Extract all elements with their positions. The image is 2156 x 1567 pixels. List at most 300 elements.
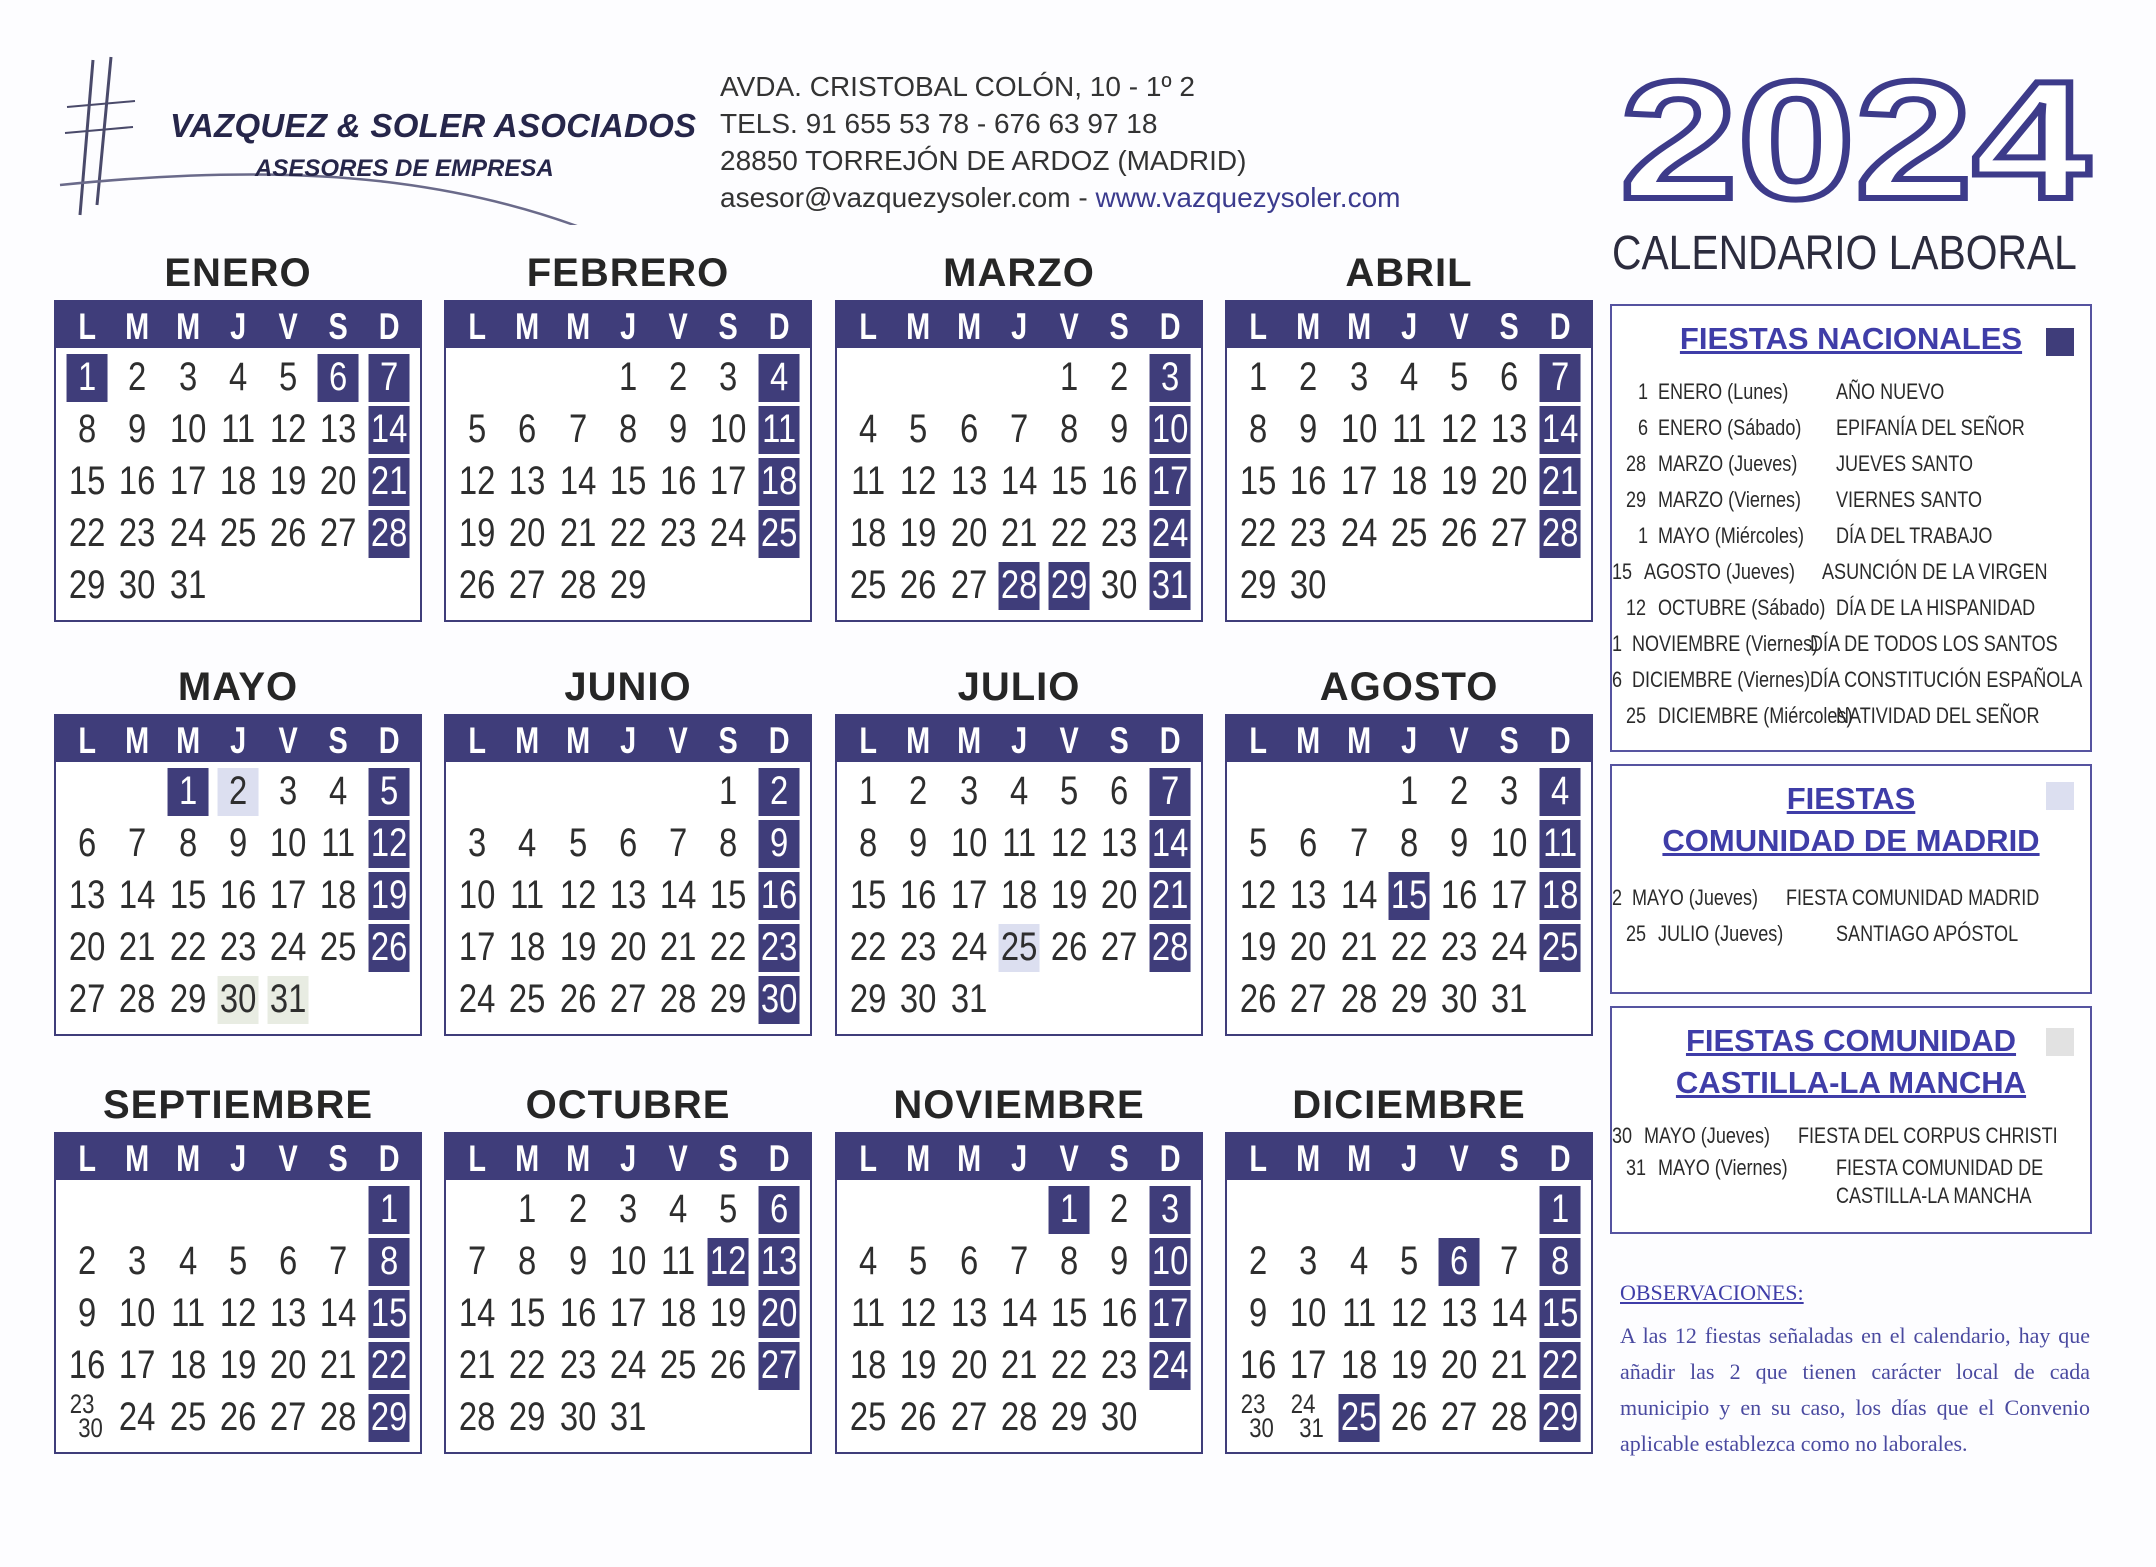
day-cell: 30 (1290, 563, 1327, 607)
empty-day (268, 1184, 309, 1236)
month-junio (444, 660, 812, 1036)
holiday-day: 8 (368, 1238, 409, 1286)
day-cell: 29 (68, 563, 106, 607)
weekday-label: L (78, 306, 96, 347)
day-cell: 2 (568, 1187, 587, 1231)
day-cell: 7 (1009, 407, 1029, 451)
holiday-day: 12 (708, 1238, 749, 1286)
day-cell: 26 (219, 1395, 257, 1439)
day-cell: 4 (859, 1239, 878, 1283)
holiday-day: 30 (217, 976, 258, 1024)
day-cell: 4 (859, 407, 878, 451)
national-holiday-list (1612, 374, 2090, 734)
holiday-day: 31 (268, 976, 309, 1024)
website-link[interactable]: www.vazquezysoler.com (1095, 182, 1401, 213)
day-cell: 24 (270, 925, 307, 969)
day-cell: 13 (1441, 1291, 1478, 1335)
weekday-label: M (1296, 1138, 1321, 1179)
day-cell: 2 (1299, 355, 1318, 399)
day-cell: 25 (660, 1343, 697, 1387)
brand-subtitle: ASESORES DE EMPRESA (255, 155, 554, 182)
day-cell: 20 (609, 925, 647, 969)
weekday-label: M (515, 720, 540, 761)
days-grid (56, 1180, 420, 1452)
day-cell: 18 (1390, 459, 1428, 503)
day-cell: 16 (559, 1291, 596, 1335)
day-cell: 5 (228, 1239, 248, 1283)
empty-day (117, 766, 158, 818)
day-cell: 17 (710, 459, 747, 503)
day-cell: 25 (509, 977, 546, 1021)
holiday-row (1612, 410, 2090, 446)
email-link[interactable]: asesor@vazquezysoler.com (720, 182, 1071, 213)
weekday-label: J (619, 306, 637, 347)
holiday-day: 4 (758, 354, 799, 402)
company-logo (55, 55, 697, 225)
day-cell: 3 (468, 821, 487, 865)
day-cell: 20 (270, 1343, 307, 1387)
holiday-row (1612, 698, 2090, 734)
day-cell: 7 (1009, 1239, 1029, 1283)
holiday-name: AÑO NUEVO (1836, 379, 1945, 404)
day-cell: 5 (1060, 769, 1079, 813)
day-cell: 2 (128, 355, 147, 399)
weekday-label: J (1010, 1138, 1028, 1179)
day-cell: 17 (270, 873, 307, 917)
month-name: ENERO (164, 251, 312, 295)
day-cell: 22 (68, 511, 106, 555)
day-cell: 22 (1051, 1343, 1088, 1387)
day-cell: 10 (169, 407, 206, 451)
day-cell: 4 (228, 355, 248, 399)
panel-madrid-title-2: COMUNIDAD DE MADRID (1662, 823, 2040, 858)
weekday-label: S (328, 1138, 349, 1179)
day-cell: 8 (78, 407, 97, 451)
day-cell: 25 (849, 563, 887, 607)
holiday-day: 26 (368, 924, 409, 972)
day-cell: 20 (320, 459, 357, 503)
holiday-day: 1 (1539, 1186, 1580, 1234)
empty-day (67, 766, 108, 818)
holiday-day: 30 (758, 976, 799, 1024)
holiday-row (1612, 1154, 2090, 1210)
holiday-name: DÍA DE LA HISPANIDAD (1836, 595, 2036, 620)
weekday-label: D (768, 306, 790, 347)
holiday-day: 12 (368, 820, 409, 868)
holiday-day-number: 29 (1625, 487, 1646, 512)
day-cell: 28 (660, 977, 697, 1021)
month-abril (1225, 246, 1593, 622)
empty-day (557, 352, 598, 404)
day-cell: 11 (661, 1239, 696, 1283)
day-cell: 18 (660, 1291, 697, 1335)
weekday-label: V (278, 306, 298, 347)
weekday-label: S (1109, 1138, 1130, 1179)
holiday-date: NOVIEMBRE (Viernes) (1632, 631, 1819, 656)
day-cell: 13 (509, 459, 546, 503)
day-cell: 9 (568, 1239, 587, 1283)
day-cell: 31 (169, 563, 206, 607)
day-cell: 20 (68, 925, 106, 969)
day-cell: 7 (568, 407, 587, 451)
holiday-day: 4 (1539, 768, 1580, 816)
empty-day (898, 1184, 939, 1236)
day-cell: 1 (518, 1187, 537, 1231)
holiday-day: 15 (1388, 872, 1429, 920)
day-cell: 21 (1340, 925, 1377, 969)
holiday-name: VIERNES SANTO (1836, 487, 1983, 512)
day-cell: 16 (1101, 1291, 1138, 1335)
day-cell: 21 (1000, 1343, 1038, 1387)
month-febrero (444, 246, 812, 622)
day-cell: 4 (329, 769, 348, 813)
day-cell: 28 (1000, 1395, 1038, 1439)
day-cell: 15 (710, 873, 747, 917)
holiday-day: 3 (1149, 1186, 1190, 1234)
empty-day (67, 1184, 108, 1236)
day-cell: 11 (1341, 1291, 1376, 1335)
weekday-label: S (718, 306, 739, 347)
day-cell: 1 (1399, 769, 1419, 813)
day-cell: 28 (458, 1395, 496, 1439)
weekday-label: L (78, 720, 96, 761)
day-cell: 1 (719, 769, 738, 813)
holiday-day: 10 (1149, 1238, 1190, 1286)
holiday-day: 29 (1539, 1394, 1580, 1442)
day-cell: 22 (1051, 511, 1088, 555)
holiday-name: NATIVIDAD DEL SEÑOR (1836, 703, 2040, 728)
day-cell: 30 (900, 977, 937, 1021)
holiday-day-number: 25 (1625, 703, 1646, 728)
day-cell: 2 (1450, 769, 1469, 813)
empty-day (1338, 766, 1379, 818)
day-cell: 15 (68, 459, 106, 503)
contact-block (720, 68, 1400, 216)
day-cell: 21 (1491, 1343, 1528, 1387)
day-cell: 5 (279, 355, 298, 399)
month-marzo (835, 246, 1203, 622)
holiday-day: 29 (1049, 562, 1090, 610)
day-cell: 12 (900, 459, 937, 503)
empty-day (948, 352, 989, 404)
day-cell: 4 (178, 1239, 197, 1283)
day-cell: 14 (1340, 873, 1377, 917)
month-mayo (54, 660, 422, 1036)
day-cell: 12 (900, 1291, 937, 1335)
holiday-day: 11 (1539, 820, 1580, 868)
day-cell: 14 (119, 873, 156, 917)
day-cell: 10 (1491, 821, 1528, 865)
day-cell: 8 (178, 821, 197, 865)
holiday-day: 7 (368, 354, 409, 402)
day-cell: 13 (950, 1291, 987, 1335)
holiday-day: 23 (758, 924, 799, 972)
national-color-swatch (2046, 328, 2074, 356)
weekday-label: M (515, 1138, 540, 1179)
day-cell: 13 (1290, 873, 1327, 917)
weekday-label: L (78, 1138, 96, 1179)
empty-day (217, 1184, 258, 1236)
day-cell: 7 (468, 1239, 487, 1283)
day-cell: 5 (468, 407, 487, 451)
day-cell: 11 (220, 407, 256, 451)
weekday-label: L (859, 720, 877, 761)
empty-day (457, 1184, 498, 1236)
day-cell: 29 (710, 977, 747, 1021)
day-cell: 11 (170, 1291, 205, 1335)
holiday-day-number: 30 (1612, 1123, 1633, 1148)
day-cell: 18 (1000, 873, 1038, 917)
observations-text: A las 12 fiestas señaladas en el calendario, hay que añadir las 2 que tienen carácter local de cada municipio y en su caso, los días que el Convenio aplicable establezca como no laborales. (1620, 1323, 2090, 1456)
day-cell: 15 (609, 459, 647, 503)
weekday-header (837, 1134, 1201, 1180)
day-cell: 10 (1290, 1291, 1327, 1335)
weekday-header (1227, 716, 1591, 762)
weekday-label: L (468, 1138, 486, 1179)
holiday-day-number: 1 (1612, 631, 1623, 656)
day-cell: 18 (169, 1343, 206, 1387)
day-cell: 10 (609, 1239, 647, 1283)
holiday-day: 14 (1149, 820, 1190, 868)
weekday-header (56, 1134, 420, 1180)
weekday-header (56, 302, 420, 348)
day-cell: 28 (119, 977, 156, 1021)
weekday-label: D (378, 720, 400, 761)
empty-day (1238, 766, 1279, 818)
weekday-label: L (1249, 306, 1267, 347)
day-cell: 16 (1239, 1343, 1277, 1387)
day-cell: 19 (710, 1291, 747, 1335)
holiday-date: MAYO (Jueves) (1644, 1123, 1771, 1148)
day-cell: 22 (849, 925, 887, 969)
holiday-day: 27 (758, 1342, 799, 1390)
weekday-label: V (1059, 1138, 1079, 1179)
month-septiembre (54, 1078, 422, 1454)
day-cell: 23 (1101, 511, 1138, 555)
weekday-label: S (1499, 306, 1520, 347)
day-cell: 10 (119, 1291, 156, 1335)
weekday-label: D (1549, 1138, 1571, 1179)
contact-separator: - (1078, 182, 1088, 213)
day-cell: 23 (559, 1343, 596, 1387)
month-grid (1225, 300, 1593, 622)
day-cell: 8 (719, 821, 738, 865)
day-cell: 9 (1299, 407, 1318, 451)
days-grid (446, 1180, 810, 1452)
holiday-day: 28 (368, 510, 409, 558)
empty-day (607, 766, 648, 818)
day-cell: 10 (1340, 407, 1377, 451)
day-cell: 30 (119, 563, 156, 607)
month-name: ABRIL (1345, 251, 1473, 295)
day-cell: 13 (320, 407, 357, 451)
weekday-label: J (1010, 306, 1028, 347)
day-cell: 31 (609, 1395, 647, 1439)
day-cell: 21 (1000, 511, 1038, 555)
address: AVDA. CRISTOBAL COLÓN, 10 - 1º 2 (720, 71, 1195, 102)
holiday-row (1612, 1118, 2090, 1154)
day-cell: 23 (660, 511, 697, 555)
day-cell: 19 (1390, 1343, 1428, 1387)
holiday-day-number: 28 (1625, 451, 1646, 476)
weekday-label: V (1449, 720, 1469, 761)
day-cell: 25 (219, 511, 257, 555)
day-cell: 15 (1239, 459, 1277, 503)
holiday-date: MAYO (Viernes) (1658, 1155, 1788, 1180)
empty-day (948, 1184, 989, 1236)
weekday-label: J (1400, 1138, 1418, 1179)
day-cell: 1 (618, 355, 638, 399)
day-cell: 12 (1390, 1291, 1428, 1335)
day-cell: 17 (950, 873, 987, 917)
holiday-day-number: 1 (1637, 379, 1648, 404)
holiday-day: 21 (1539, 458, 1580, 506)
castilla-holiday-list (1612, 1118, 2090, 1210)
day-cell: 17 (1290, 1343, 1327, 1387)
day-cell: 28 (559, 563, 596, 607)
day-cell: 18 (849, 1343, 887, 1387)
holiday-day: 1 (368, 1186, 409, 1234)
weekday-label: M (565, 1138, 590, 1179)
weekday-label: M (175, 306, 200, 347)
day-cell: 26 (270, 511, 307, 555)
holiday-day: 14 (1539, 406, 1580, 454)
city: 28850 TORREJÓN DE ARDOZ (MADRID) (720, 145, 1247, 176)
day-cell: 7 (669, 821, 688, 865)
holiday-day-number: 12 (1625, 595, 1646, 620)
month-grid (444, 714, 812, 1036)
empty-day (1439, 1184, 1480, 1236)
holiday-day: 13 (758, 1238, 799, 1286)
day-cell: 3 (128, 1239, 147, 1283)
day-cell-split: 23 30 (1240, 1389, 1274, 1443)
empty-day (848, 1184, 889, 1236)
holiday-name: DÍA DEL TRABAJO (1836, 523, 1993, 548)
holiday-day: 31 (1149, 562, 1190, 610)
holiday-day: 24 (1149, 510, 1190, 558)
svg-text:2024: 2024 (1620, 56, 2090, 226)
holiday-row (1612, 626, 2090, 662)
year-title (1612, 56, 2112, 226)
weekday-label: M (565, 720, 590, 761)
days-grid (446, 348, 810, 620)
day-cell: 2 (78, 1239, 97, 1283)
panel-madrid-title-1: FIESTAS (1786, 781, 1916, 816)
empty-day (167, 1184, 208, 1236)
day-cell: 27 (950, 563, 987, 607)
panel-national-holidays (1610, 304, 2092, 752)
day-cell: 27 (1441, 1395, 1478, 1439)
day-cell: 20 (509, 511, 546, 555)
holiday-row (1612, 446, 2090, 482)
day-cell: 14 (1491, 1291, 1528, 1335)
day-cell: 29 (849, 977, 887, 1021)
holiday-row (1612, 374, 2090, 410)
day-cell: 6 (1110, 769, 1129, 813)
day-cell: 20 (1290, 925, 1327, 969)
day-cell: 9 (228, 821, 248, 865)
day-cell: 16 (1290, 459, 1327, 503)
month-grid (444, 1132, 812, 1454)
weekday-label: M (906, 720, 931, 761)
holiday-day-number: 6 (1637, 415, 1648, 440)
weekday-label: V (278, 720, 298, 761)
day-cell: 9 (909, 821, 928, 865)
holiday-day-number: 1 (1637, 523, 1648, 548)
day-cell: 6 (959, 407, 978, 451)
weekday-label: S (718, 720, 739, 761)
day-cell: 22 (710, 925, 747, 969)
weekday-label: L (1249, 1138, 1267, 1179)
day-cell: 17 (458, 925, 496, 969)
weekday-label: J (229, 1138, 247, 1179)
day-cell: 28 (1340, 977, 1377, 1021)
holiday-day: 28 (1149, 924, 1190, 972)
holiday-date: AGOSTO (Jueves) (1644, 559, 1796, 584)
holiday-row (1612, 554, 2090, 590)
holiday-day: 28 (998, 562, 1039, 610)
day-cell: 20 (1441, 1343, 1478, 1387)
holiday-day: 25 (758, 510, 799, 558)
day-cell: 16 (68, 1343, 106, 1387)
holiday-day: 14 (368, 406, 409, 454)
holiday-date: MAYO (Jueves) (1632, 885, 1759, 910)
weekday-label: M (175, 720, 200, 761)
day-cell: 12 (559, 873, 596, 917)
empty-day (998, 1184, 1039, 1236)
month-name: DICIEMBRE (1292, 1083, 1526, 1127)
empty-day (457, 352, 498, 404)
weekday-label: M (125, 1138, 150, 1179)
panel-castilla-title-2: CASTILLA-LA MANCHA (1675, 1065, 2027, 1100)
day-cell: 16 (900, 873, 937, 917)
day-cell: 26 (458, 563, 496, 607)
day-cell: 1 (859, 769, 878, 813)
day-cell: 17 (169, 459, 206, 503)
day-cell: 26 (900, 563, 937, 607)
day-cell: 24 (119, 1395, 156, 1439)
day-cell: 25 (1390, 511, 1428, 555)
day-cell: 20 (1491, 459, 1528, 503)
weekday-label: M (906, 306, 931, 347)
holiday-date: JULIO (Jueves) (1658, 921, 1784, 946)
empty-day (117, 1184, 158, 1236)
day-cell: 12 (270, 407, 307, 451)
holiday-day: 29 (368, 1394, 409, 1442)
day-cell: 8 (1249, 407, 1268, 451)
panel-castilla-title-1: FIESTAS COMUNIDAD (1685, 1023, 2017, 1058)
holiday-day: 6 (1439, 1238, 1480, 1286)
day-cell: 3 (618, 1187, 638, 1231)
weekday-label: J (1400, 306, 1418, 347)
month-grid (444, 300, 812, 622)
empty-day (1288, 766, 1329, 818)
holiday-day: 1 (167, 768, 208, 816)
holiday-day: 25 (1338, 1394, 1379, 1442)
holiday-day: 9 (758, 820, 799, 868)
day-cell: 9 (1249, 1291, 1268, 1335)
day-cell: 24 (1340, 511, 1377, 555)
weekday-label: D (768, 1138, 790, 1179)
day-cell: 18 (849, 511, 887, 555)
day-cell: 2 (1249, 1239, 1268, 1283)
day-cell: 5 (1450, 355, 1469, 399)
weekday-label: D (1159, 306, 1181, 347)
day-cell: 27 (1290, 977, 1327, 1021)
empty-day (507, 766, 548, 818)
weekday-label: M (125, 306, 150, 347)
holiday-date: DICIEMBRE (Viernes) (1632, 667, 1811, 692)
